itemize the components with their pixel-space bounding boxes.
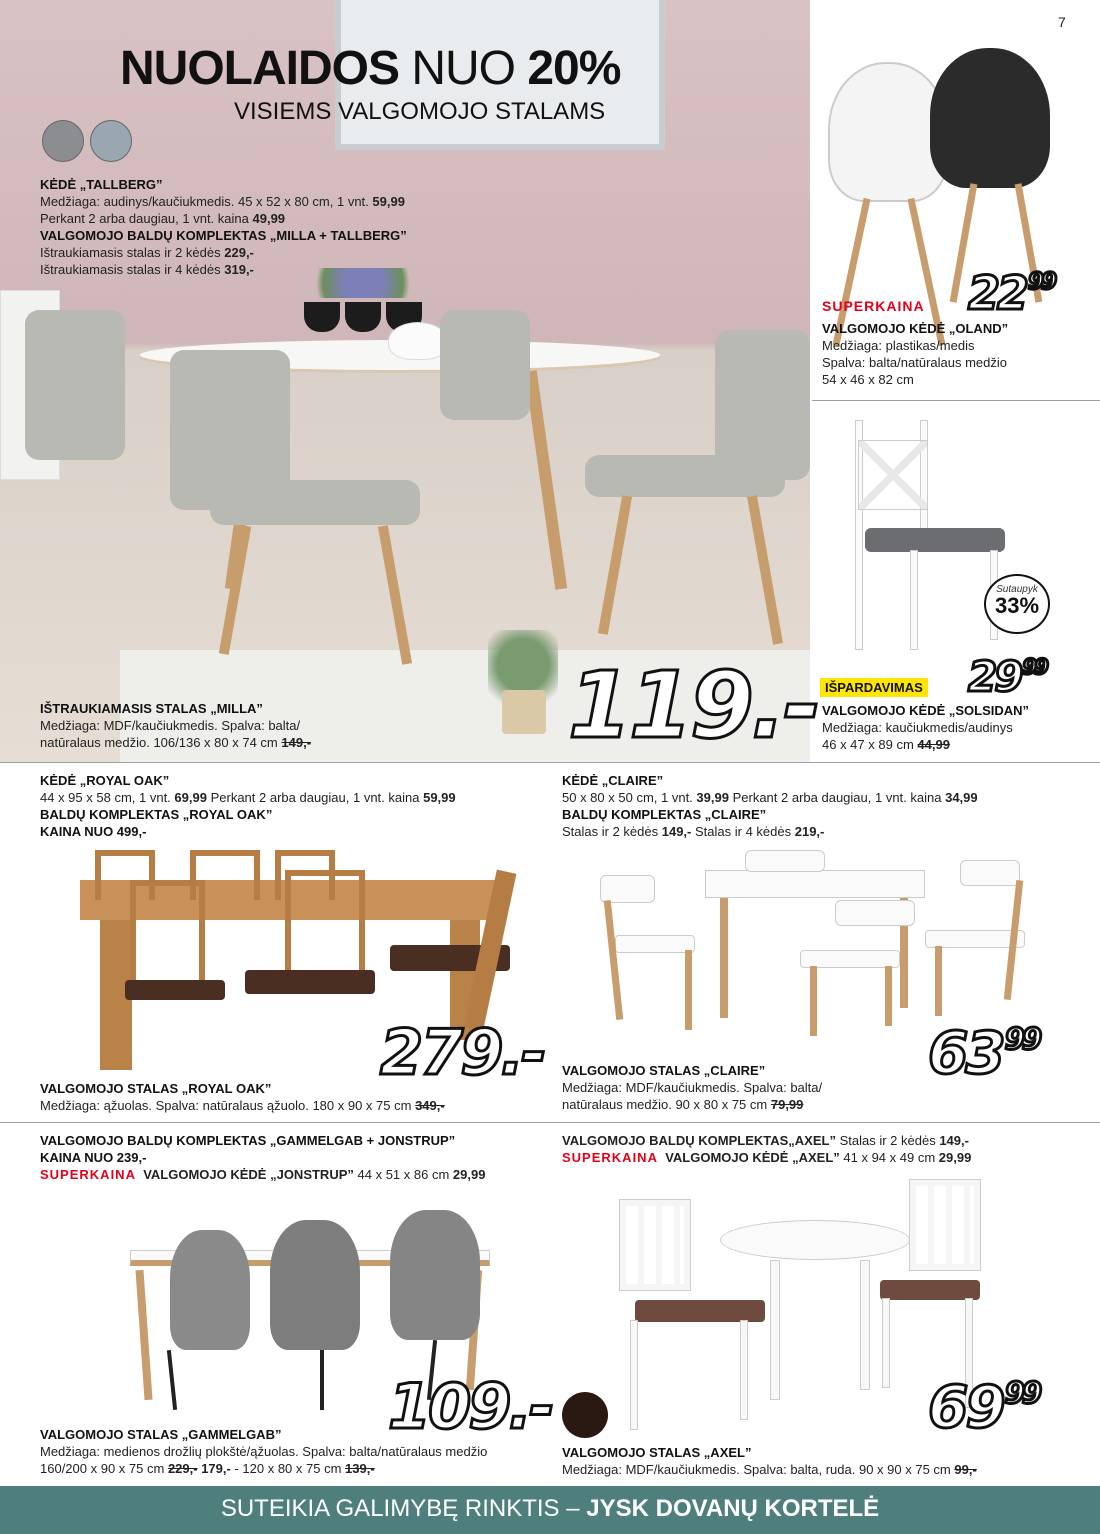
claire-price-cents: 99 [1004,1022,1040,1057]
claire-table-old: 79,99 [770,1097,804,1112]
claire-set-line-a: Stalas ir 2 kėdės [562,824,659,839]
gammelgab-table-title: VALGOMOJO STALAS „GAMMELGAB” [40,1427,282,1442]
oland-chair-black [930,48,1060,208]
tallberg-price2: 49,99 [252,211,286,226]
gammelgab-header [40,1132,550,1183]
axel-table-old: 99,- [954,1462,977,1477]
royal-oak-chair-title: KĖDĖ „ROYAL OAK” [40,773,170,788]
axel-table-line: Medžiaga: MDF/kaučiukmedis. Spalva: balta, ruda. 90 x 90 x 75 cm [562,1462,951,1477]
oland-info [822,320,1092,388]
royal-oak-set-title: BALDŲ KOMPLEKTAS „ROYAL OAK” [40,807,273,822]
royal-oak-chair-line-b: Perkant 2 arba daugiau, 1 vnt. kaina [210,790,420,805]
tallberg-title: KĖDĖ „TALLBERG” [40,177,163,192]
tallberg-line1: Medžiaga: audinys/kaučiukmedis. 45 x 52 x 80 cm, 1 vnt. [40,194,369,209]
claire-table-info [562,1062,982,1113]
claire-chair-line-a: 50 x 80 x 50 cm, 1 vnt. [562,790,693,805]
solsidan-price-main: 29 [968,652,1021,701]
claire-chair-line-b: Perkant 2 arba daugiau, 1 vnt. kaina [732,790,942,805]
solsidan-price [968,652,1046,701]
milla-info [40,700,400,751]
gammelgab-line2a: 160/200 x 90 x 75 cm [40,1461,165,1476]
headline-part-a: NUOLAIDOS [120,42,399,95]
oland-badge: SUPERKAINA [822,298,925,314]
milla-old-price: 149,- [281,735,312,750]
save-bubble [984,574,1050,634]
footer-banner [0,1486,1100,1534]
royal-oak-set-price: KAINA NUO 499,- [40,824,147,839]
milla-set-line1: Ištraukiamasis stalas ir 2 kėdės [40,245,221,260]
royal-oak-chair-line-a: 44 x 95 x 58 cm, 1 vnt. [40,790,171,805]
claire-set-title: BALDŲ KOMPLEKTAS „CLAIRE” [562,807,767,822]
page-number: 7 [1058,14,1066,30]
axel-set-title: VALGOMOJO BALDŲ KOMPLEKTAS„AXEL” [562,1133,836,1148]
solsidan-price-cents: 99 [1022,655,1046,680]
axel-chair-price: 29,99 [938,1150,972,1165]
gammelgab-set-title: VALGOMOJO BALDŲ KOMPLEKTAS „GAMMELGAB + JONSTRUP” [40,1133,456,1148]
royal-oak-chair-price-a: 69,99 [174,790,207,805]
axel-set-line: Stalas ir 2 kėdės [839,1133,936,1148]
footer-text-b: JYSK DOVANŲ KORTELĖ [586,1495,880,1522]
footer-text-a: SUTEIKIA GALIMYBĘ RINKTIS – [220,1495,580,1522]
solsidan-line2: 46 x 47 x 89 cm [822,737,914,752]
ispardavimas-badge: IŠPARDAVIMAS [820,678,928,697]
swatch-blue-grey[interactable] [90,120,132,162]
floor-plant-pot [502,690,546,734]
milla-set-price1: 229,- [224,245,254,260]
claire-set-price-a: 149,- [661,824,692,839]
oland-line1: Medžiaga: plastikas/medis [822,338,975,353]
milla-set-price2: 319,- [224,262,254,277]
claire-chair-price-a: 39,99 [696,790,729,805]
axel-price-cents: 99 [1004,1376,1040,1411]
tallberg-chair-back [440,310,530,420]
oland-price-cents: 99 [1028,269,1055,296]
oland-title: VALGOMOJO KĖDĖ „OLAND” [822,321,1009,336]
claire-set-price-b: 219,- [794,824,825,839]
royal-oak-table-info [40,1080,540,1114]
tallberg-line2: Perkant 2 arba daugiau, 1 vnt. kaina [40,211,249,226]
tallberg-chair-seat [210,480,420,525]
solsidan-chair [850,420,1010,660]
axel-table-info [562,1444,1082,1478]
gammelgab-table-line1: Medžiaga: medienos drožlių plokštė/ąžuolas. Spalva: balta/natūralaus medžio [40,1444,488,1459]
tallberg-price1: 59,99 [372,194,405,209]
tallberg-chair-back [25,310,125,460]
milla-line1: Medžiaga: MDF/kaučiukmedis. Spalva: balta/ [40,718,301,733]
headline-part-b: NUO [411,42,516,95]
oland-price [968,266,1055,320]
tallberg-info [40,176,510,278]
solsidan-line1: Medžiaga: kaučiukmedis/audinys [822,720,1013,735]
gammelgab-table-info: VALGOMOJO STALAS „GAMMELGAB” Medžiaga: medienos drožlių plokštė/ąžuolas. Spalva: balta/natūralaus medžio 160/200 x 90 x 75 cm 229,- 179,- - 120 x 80 x 75 cm 139,- [40,1426,550,1477]
axel-badge: SUPERKAINA [562,1150,658,1165]
gammelgab-price-a: 179,- [201,1461,231,1476]
oland-price-main: 22 [968,266,1027,320]
solsidan-title: VALGOMOJO KĖDĖ „SOLSIDAN” [822,703,1030,718]
claire-table-title: VALGOMOJO STALAS „CLAIRE” [562,1063,766,1078]
gammelgab-old-b: 139,- [345,1461,375,1476]
claire-header [562,772,1082,840]
milla-line2: natūralaus medžio. 106/136 x 80 x 74 cm [40,735,278,750]
milla-price: 119.- [568,652,819,759]
teapot [388,322,448,360]
axel-price-main: 69 [928,1373,1003,1441]
solsidan-info [822,702,1092,753]
swatch-grey[interactable] [42,120,84,162]
swatch-brown[interactable] [562,1392,608,1438]
divider [0,762,1100,763]
royal-oak-table-line: Medžiaga: ąžuolas. Spalva: natūralaus ąžuolo. 180 x 90 x 75 cm [40,1098,412,1113]
jonstrup-price: 29,99 [452,1167,486,1182]
gammelgab-line2b: 120 x 80 x 75 cm [242,1461,342,1476]
divider [0,1122,1100,1123]
milla-set-line2: Ištraukiamasis stalas ir 4 kėdės [40,262,221,277]
claire-image [595,850,1035,1040]
gammelgab-badge: SUPERKAINA [40,1167,136,1182]
jonstrup-dims: 44 x 51 x 86 cm [357,1167,450,1182]
save-label: Sutaupyk [996,584,1038,595]
claire-chair-title: KĖDĖ „CLAIRE” [562,773,664,788]
oland-line3: 54 x 46 x 82 cm [822,372,914,387]
headline-part-c: 20% [527,42,621,95]
gammelgab-set-price: KAINA NUO 239,- [40,1150,147,1165]
claire-set-line-b: Stalas ir 4 kėdės [695,824,792,839]
divider [812,400,1100,401]
axel-chair-dims: 41 x 94 x 49 cm [843,1150,936,1165]
royal-oak-header [40,772,540,840]
axel-price [928,1373,1040,1441]
axel-table-title: VALGOMOJO STALAS „AXEL” [562,1445,752,1460]
save-value: 33% [994,593,1040,618]
claire-price-main: 63 [928,1019,1003,1087]
royal-oak-table-old: 349,- [415,1098,445,1113]
milla-title: IŠTRAUKIAMASIS STALAS „MILLA” [40,701,263,716]
royal-oak-table-title: VALGOMOJO STALAS „ROYAL OAK” [40,1081,272,1096]
claire-table-line2: natūralaus medžio. 90 x 80 x 75 cm [562,1097,768,1112]
hero-headline [120,42,620,96]
milla-set-title: VALGOMOJO BALDŲ KOMPLEKTAS „MILLA + TALLBERG” [40,228,407,243]
claire-chair-price-b: 34,99 [945,790,978,805]
tallberg-chair-seat [585,455,785,497]
solsidan-old-price: 44,99 [917,737,950,752]
gammelgab-price: 109.- [388,1370,552,1443]
oland-line2: Spalva: balta/natūralaus medžio [822,355,1008,370]
royal-oak-price: 279.- [380,1016,544,1089]
hero-subheadline: VISIEMS VALGOMOJO STALAMS [234,98,606,125]
axel-header [562,1132,1082,1166]
royal-oak-chair-price-b: 59,99 [423,790,456,805]
axel-set-price: 149,- [939,1133,969,1148]
jonstrup-title: VALGOMOJO KĖDĖ „JONSTRUP” [143,1167,354,1182]
gammelgab-old-a: 229,- [167,1461,198,1476]
claire-table-line1: Medžiaga: MDF/kaučiukmedis. Spalva: balta/ [562,1080,823,1095]
axel-chair-title: VALGOMOJO KĖDĖ „AXEL” [665,1150,840,1165]
